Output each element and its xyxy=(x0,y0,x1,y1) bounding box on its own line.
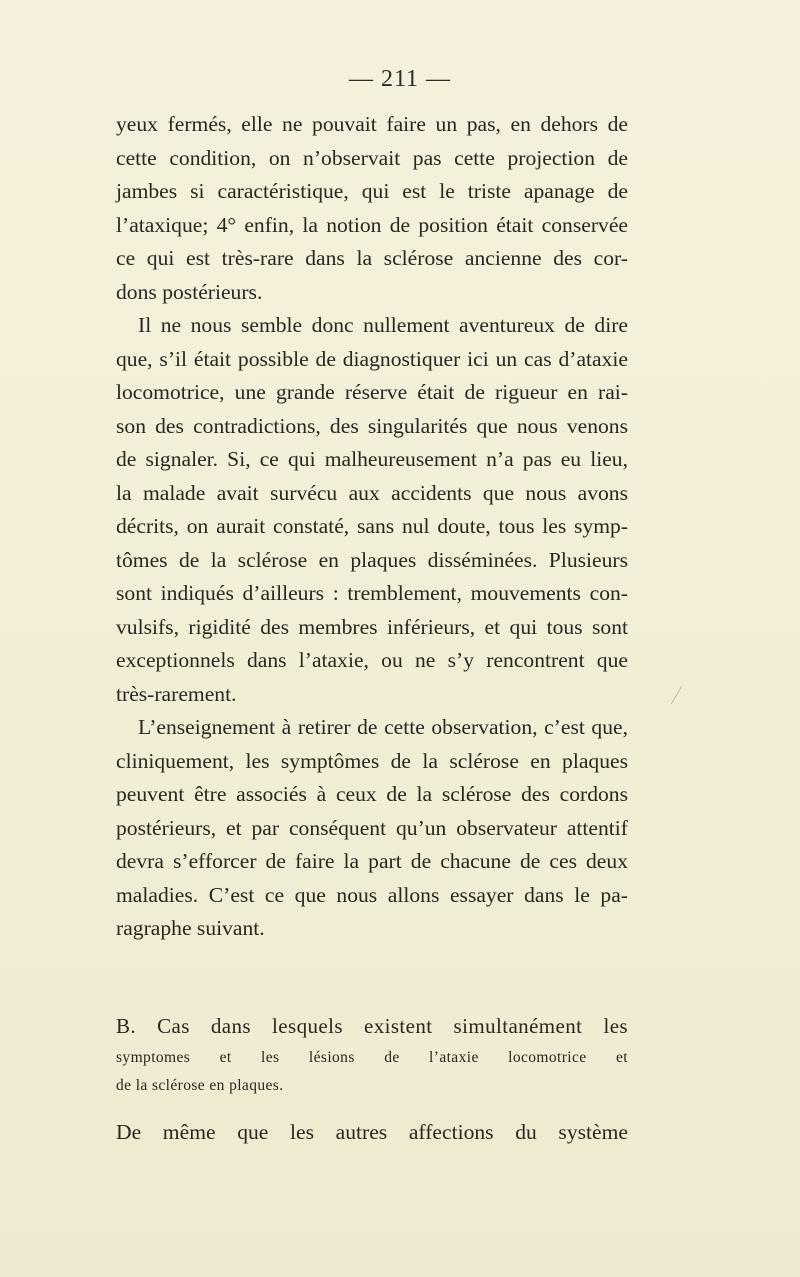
text-line: de signaler. Si, ce qui malheureusement n’a pas eu lieu, xyxy=(116,447,628,471)
text-line: que, s’il était possible de diagnostiquer ici un cas d’ataxie xyxy=(116,346,628,371)
text-line: maladies. C’est ce que nous allons essayer dans le pa- xyxy=(116,882,628,907)
body-text xyxy=(116,108,628,946)
text-line: jambes si caractéristique, qui est le triste apanage de xyxy=(116,179,628,203)
text-line: vulsifs, rigidité des membres inférieurs, et qui tous sont xyxy=(116,614,628,639)
text-line: l’ataxique; 4° enfin, la notion de position était conservée xyxy=(116,212,628,237)
section-heading-line: B. Cas dans lesquels existent simultanément les xyxy=(116,1014,628,1038)
text-line: tômes de la sclérose en plaques disséminées. Plusieurs xyxy=(116,547,628,572)
section-heading-line: de la sclérose en plaques. xyxy=(116,1077,284,1094)
text-line: yeux fermés, elle ne pouvait faire un pas, en dehors de xyxy=(116,112,628,136)
text-line: la malade avait survécu aux accidents que nous avons xyxy=(116,480,628,505)
text-line: son des contradictions, des singularités que nous venons xyxy=(116,413,628,438)
text-line: devra s’efforcer de faire la part de chacune de ces deux xyxy=(116,849,628,873)
margin-pencil-mark xyxy=(671,686,696,704)
text-line: De même que les autres affections du système xyxy=(116,1120,628,1144)
text-line: très-rarement. xyxy=(116,681,237,706)
page-number: — 211 — xyxy=(348,66,452,92)
text-line: ragraphe suivant. xyxy=(116,916,265,940)
text-line: ce qui est très-rare dans la sclérose ancienne des cor- xyxy=(116,246,628,270)
text-line: peuvent être associés à ceux de la sclérose des cordons xyxy=(116,782,628,806)
text-line: cliniquement, les symptômes de la sclérose en plaques xyxy=(116,748,628,773)
text-line: décrits, on aurait constaté, sans nul doute, tous les symp- xyxy=(116,514,628,538)
text-line: Il ne nous semble donc nullement aventureux de dire xyxy=(138,313,628,337)
section-heading-line: symptomes et les lésions de l’ataxie locomotrice et xyxy=(116,1049,628,1066)
text-line: cette condition, on n’observait pas cette projection de xyxy=(116,145,628,170)
text-line: postérieurs, et par conséquent qu’un observateur attentif xyxy=(116,815,628,840)
text-line: exceptionnels dans l’ataxie, ou ne s’y rencontrent que xyxy=(116,648,628,672)
text-line: locomotrice, une grande réserve était de rigueur en rai- xyxy=(116,380,628,404)
text-line: L’enseignement à retirer de cette observation, c’est que, xyxy=(138,715,628,739)
text-line: sont indiqués d’ailleurs : tremblement, mouvements con- xyxy=(116,581,628,605)
section-heading xyxy=(116,1008,628,1100)
text-line: dons postérieurs. xyxy=(116,279,263,304)
